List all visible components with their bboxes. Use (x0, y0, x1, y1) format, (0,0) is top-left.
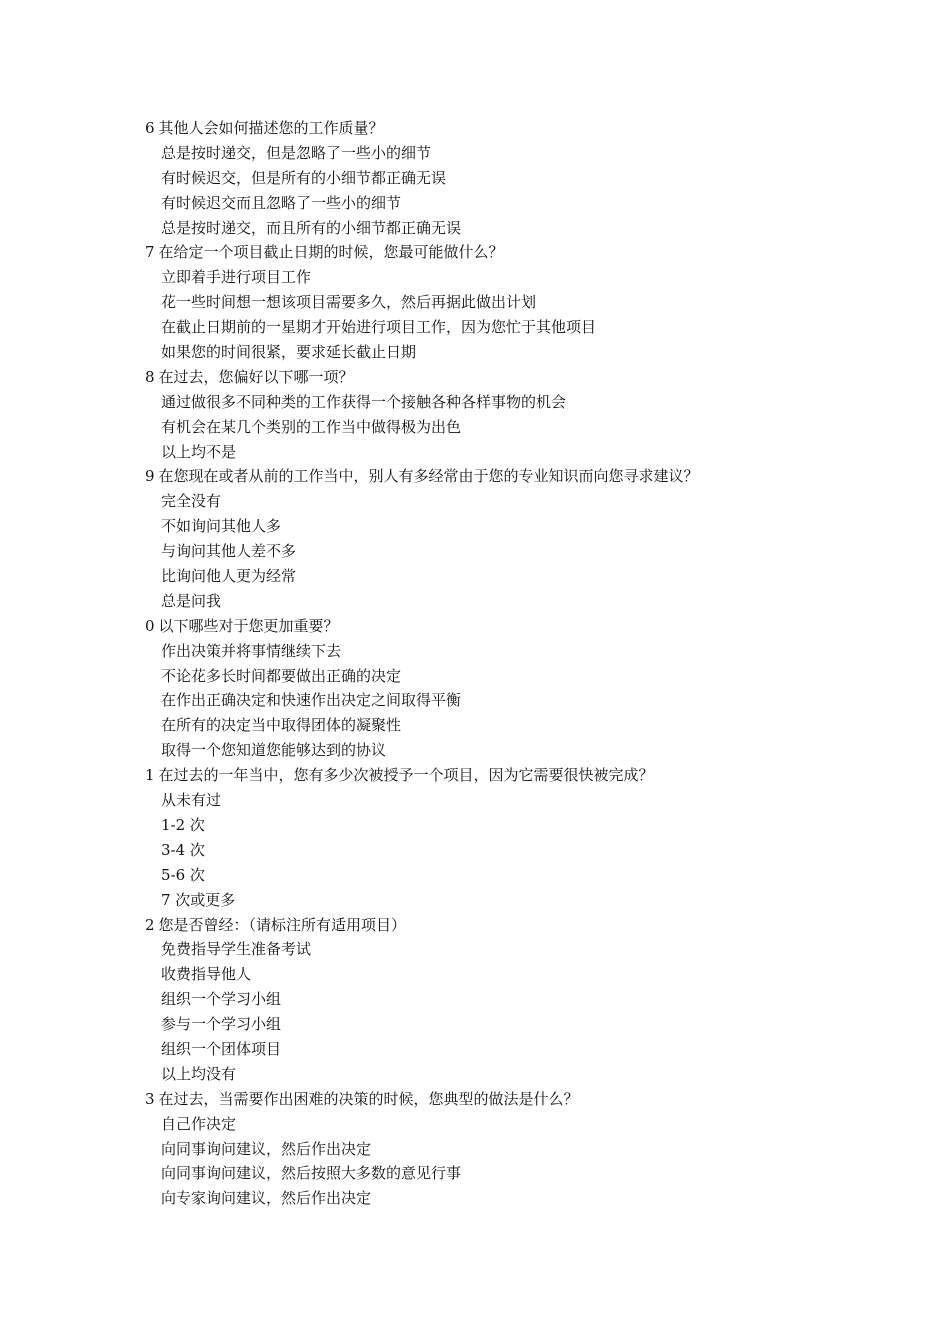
question-line (145, 240, 935, 265)
answer-option: 自己作决定 (161, 1114, 237, 1133)
question-line (145, 614, 935, 639)
answer-option: 1-2 次 (161, 815, 205, 834)
question-text: 在过去，当需要作出困难的决策的时候，您典型的做法是什么？ (158, 1089, 579, 1108)
answer-option: 参与一个学习小组 (161, 1015, 282, 1034)
question-text: 在您现在或者从前的工作当中，别人有多经常由于您的专业知识而向您寻求建议？ (158, 467, 699, 486)
question-line (145, 365, 935, 390)
question-text: 在过去，您偏好以下哪一项？ (158, 367, 354, 386)
answer-option: 组织一个团体项目 (161, 1039, 282, 1058)
answer-option: 完全没有 (161, 492, 222, 511)
question-block (145, 614, 935, 763)
answer-option: 在所有的决定当中取得团体的凝聚性 (161, 716, 402, 735)
answer-option: 总是按时递交，但是忽略了一些小的细节 (161, 143, 432, 162)
answer-option: 如果您的时间很紧，要求延长截止日期 (161, 343, 417, 362)
question-line (145, 763, 935, 788)
answer-option: 3-4 次 (161, 840, 205, 859)
question-block (145, 116, 935, 240)
answer-option: 收费指导他人 (161, 965, 252, 984)
answer-option: 不如询问其他人多 (161, 517, 282, 536)
question-number: 6 (145, 119, 155, 137)
question-text: 其他人会如何描述您的工作质量？ (158, 119, 384, 137)
question-line (145, 913, 935, 938)
answer-option: 7 次或更多 (161, 890, 236, 909)
answer-option: 花一些时间想一想该项目需要多久，然后再据此做出计划 (161, 293, 537, 312)
question-number: 1 (145, 766, 155, 785)
question-number: 9 (145, 467, 155, 486)
answer-option: 总是问我 (161, 591, 222, 610)
answer-option: 向专家询问建议，然后作出决定 (161, 1189, 372, 1208)
question-number: 8 (145, 367, 155, 386)
questionnaire (145, 116, 935, 1211)
question-number: 3 (145, 1089, 155, 1108)
question-block (145, 913, 935, 1087)
question-text: 以下哪些对于您更加重要？ (158, 616, 339, 635)
answer-option: 以上均没有 (161, 1064, 237, 1083)
question-block (145, 240, 935, 364)
answer-option: 比询问他人更为经常 (161, 567, 297, 586)
answer-option: 不论花多长时间都要做出正确的决定 (161, 666, 402, 685)
question-line (145, 1087, 935, 1112)
answer-option: 有时候迟交，但是所有的小细节都正确无误 (161, 168, 447, 187)
answer-option: 有时候迟交而且忽略了一些小的细节 (161, 193, 402, 212)
question-block (145, 365, 935, 465)
answer-option: 向同事询问建议，然后按照大多数的意见行事 (161, 1164, 462, 1183)
question-line (145, 464, 935, 489)
answer-option: 立即着手进行项目工作 (161, 268, 312, 287)
question-text: 在给定一个项目截止日期的时候，您最可能做什么？ (158, 243, 504, 262)
question-text: 在过去的一年当中，您有多少次被授予一个项目，因为它需要很快被完成？ (158, 766, 654, 785)
answer-option: 通过做很多不同种类的工作获得一个接触各种各样事物的机会 (161, 392, 567, 411)
answer-option: 与询问其他人差不多 (161, 542, 297, 561)
answer-option: 从未有过 (161, 791, 222, 810)
answer-option: 5-6 次 (161, 865, 205, 884)
question-number: 7 (145, 243, 155, 262)
question-block (145, 763, 935, 912)
answer-option: 有机会在某几个类别的工作当中做得极为出色 (161, 417, 462, 436)
question-line (145, 116, 935, 141)
answer-option: 作出决策并将事情继续下去 (161, 641, 342, 660)
answer-option: 免费指导学生准备考试 (161, 940, 312, 959)
answer-option: 在截止日期前的一星期才开始进行项目工作，因为您忙于其他项目 (161, 318, 597, 337)
answer-option: 在作出正确决定和快速作出决定之间取得平衡 (161, 691, 462, 710)
question-text: 您是否曾经：（请标注所有适用项目） (158, 915, 407, 934)
answer-option: 向同事询问建议，然后作出决定 (161, 1139, 372, 1158)
answer-option: 取得一个您知道您能够达到的协议 (161, 741, 387, 760)
question-number: 0 (145, 616, 155, 635)
answer-option: 以上均不是 (161, 442, 237, 461)
question-block (145, 464, 935, 613)
question-block (145, 1087, 935, 1211)
answer-option: 组织一个学习小组 (161, 990, 282, 1009)
answer-option: 总是按时递交，而且所有的小细节都正确无误 (161, 218, 462, 237)
question-number: 2 (145, 915, 155, 934)
